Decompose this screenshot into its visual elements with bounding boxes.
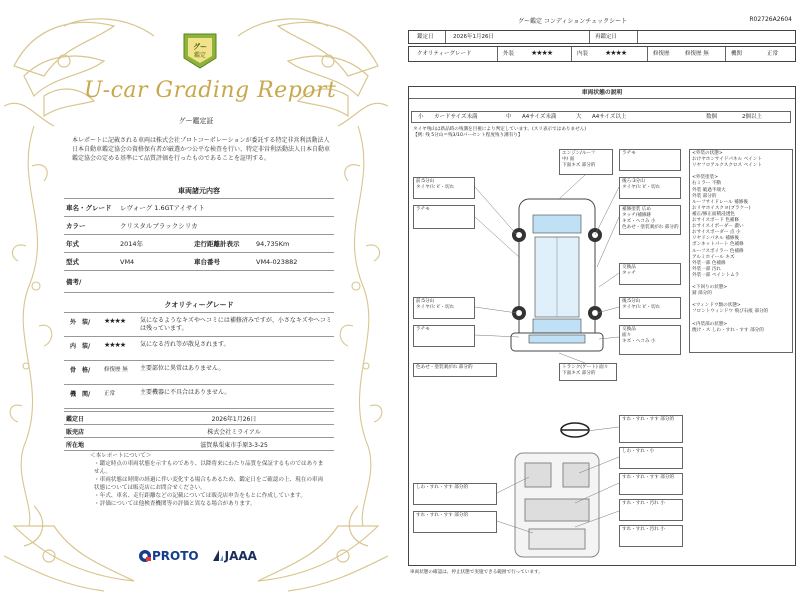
- proto-mark-icon: [138, 549, 152, 563]
- legend-large: 大: [576, 114, 582, 120]
- dealer-label: 販売店: [66, 428, 85, 436]
- frame-label: 骨 格/: [70, 367, 91, 374]
- date-label: 鑑定日: [417, 34, 434, 40]
- interior-label: 内 装/: [70, 343, 91, 350]
- callout-rear-left-tire: 後ろ:3分山 タイヤ/ヒビ・切れ: [619, 177, 681, 199]
- mechanics-value: 正常: [104, 391, 116, 397]
- legend-mid: 中: [506, 114, 512, 120]
- quality-section-title: クオリティーグレード: [164, 301, 234, 309]
- appraisal-date-row: [64, 412, 334, 425]
- grade-row-frame: [64, 361, 334, 385]
- tire-note-2: 【例: 残 5分山＝残3/10パーセント程度残り溝有り】: [413, 133, 523, 138]
- note-item: ・年式、車名、走行距離などの記載については販売店申告をもとに作成しています。: [94, 493, 307, 499]
- legend-count: 数個: [706, 114, 718, 120]
- year-value: 2014年: [120, 240, 144, 248]
- callout-left-door: ラチモ: [413, 205, 475, 229]
- address-row: [64, 438, 334, 451]
- exterior-stars: ★★★★: [104, 317, 126, 325]
- legend-small-desc: カードサイズ未満: [434, 114, 478, 120]
- svg-text:鑑定: 鑑定: [193, 52, 207, 59]
- address-value: 滋賀県栗東市手原3-3-25: [200, 441, 268, 449]
- frame-value: 修復歴 無: [104, 367, 128, 373]
- callout-driver-seat: すれ・すれ・すす 部分的: [619, 415, 683, 443]
- callout-left-floor: すれ・すれ・すす 部分的: [413, 511, 497, 533]
- callout-rear-floor: すれ・すれ・汚れ 小: [619, 525, 683, 547]
- interior-stars: ★★★★: [605, 49, 627, 57]
- steering-wheel-icon: [559, 421, 591, 439]
- mileage-label: 走行距離計表示: [194, 240, 240, 248]
- grade-row-interior: [64, 337, 334, 361]
- exterior-text: 気になるようなキズやヘコミには補修済みですが、小さなキズやヘコミは残っています。: [140, 317, 332, 332]
- model-grade-value: レヴォーグ 1.6GTアイサイト: [120, 204, 205, 212]
- legend-mid-desc: A4サイズ未満: [522, 114, 557, 120]
- note-item: ・鑑定時点の車両状態を示すものであり、以降将来にわたり品質を保証するものではありません。: [94, 461, 324, 475]
- mechanics-text: 主要機器に不具合はありません。: [140, 389, 231, 396]
- report-title: U-car Grading Report: [84, 78, 337, 103]
- spec-table: [64, 198, 334, 293]
- grading-report: [4, 6, 388, 596]
- callout-trunk: トランク(ゲート) 面々 下面キズ 部分的: [559, 363, 617, 381]
- mileage-value: 94,735Km: [256, 239, 290, 248]
- spec-row-year: [64, 235, 334, 253]
- interior-seat-diagram: [505, 449, 609, 561]
- dealer-value: 株式会社ミライアル: [207, 428, 261, 436]
- callout-rear-right-tire: 後:5分山 タイヤ/ヒビ・切れ: [619, 297, 681, 319]
- grade-row-exterior: [64, 313, 334, 337]
- jaaa-mark-icon: [211, 549, 225, 563]
- car-front-view-diagram: [507, 327, 607, 357]
- sheet-footer: 車両状態の確認は、停止状態で実施できる範囲で行っています。: [410, 570, 543, 575]
- quality-grade-table: [64, 312, 334, 409]
- reappraisal-label: 再鑑定日: [595, 34, 618, 40]
- interior-text: 気になる汚れ等が散見されます。: [140, 341, 230, 348]
- callout-rear-seat-right: すれ・すれ・汚れ 小: [619, 499, 683, 521]
- appraisal-date-label: 鑑定日: [66, 415, 85, 423]
- report-subtitle: グー鑑定証: [178, 117, 214, 125]
- proto-logo: [138, 549, 199, 563]
- size-legend: [411, 111, 791, 123]
- spec-section-title: 車両諸元内容: [178, 187, 220, 195]
- spec-row-remarks: [64, 271, 334, 293]
- callout-front-right-tire: 前:5分山 タイヤ/ヒビ・切れ: [413, 297, 475, 319]
- spec-row-model: [64, 199, 334, 217]
- goo-appraisal-badge-icon: [182, 32, 218, 70]
- address-label: 所在地: [66, 441, 85, 449]
- appraisal-date-value: 2026年1月26日: [211, 415, 257, 423]
- grade-row-mechanics: [64, 385, 334, 409]
- dealer-row: [64, 425, 334, 438]
- legend-large-desc: A4サイズ以上: [592, 114, 627, 120]
- vin-value: VM4-023882: [256, 257, 298, 266]
- report-notes: [90, 452, 324, 508]
- model-grade-label: 車名・グレード: [66, 204, 112, 212]
- callout-roof: エンジン/ルーフ 中/ 面 下面キズ 部分的: [559, 149, 613, 175]
- sheet-title: グー鑑定 コンディションチェックシート: [518, 18, 628, 25]
- footer-logos: [138, 546, 288, 566]
- mechanics-label: 機 関/: [70, 391, 91, 398]
- condition-check-sheet: [408, 14, 796, 586]
- interior-stars: ★★★★: [104, 341, 126, 349]
- note-item: ・車両状態は時間の経過に伴い変化する場合もあるため、鑑定日をご確認の上、現在の車両状態については販売店にお問合せください。: [94, 477, 324, 491]
- callout-left-seat: しわ・すれ・すす 部分的: [413, 483, 497, 505]
- callout-right-fender: ラチモ: [413, 325, 475, 347]
- date-row: [408, 30, 796, 44]
- svg-text:グー: グー: [193, 43, 207, 51]
- engine-label: 機関: [731, 51, 743, 57]
- exterior-stars: ★★★★: [531, 49, 553, 57]
- callout-passenger-seat: しわ・すれ・小: [619, 447, 683, 469]
- dealer-info-table: [64, 411, 334, 451]
- condition-panel: [408, 86, 796, 566]
- callout-rear-bumper: 補修塗装 広め タッチ/補修跡 キズ・ヘコみ 小 色あせ・塗装剥がれ 部分的: [619, 205, 681, 235]
- callout-rear-right: ラチモ: [619, 149, 681, 171]
- interior-label: 内装: [577, 51, 589, 57]
- proto-logo-text: PROTO: [152, 549, 199, 563]
- condition-title: 車両状態の説明: [409, 87, 795, 99]
- frame-text: 主要部位に異常はありません。: [140, 365, 225, 372]
- notes-title: ＜本レポートについて＞: [90, 453, 152, 459]
- repair-value: 修復歴 無: [685, 51, 709, 57]
- remarks-label: 備考/: [66, 278, 82, 286]
- legend-small: 小: [418, 114, 424, 120]
- note-item: ・評価については他検査機関等の評価と異なる場合があります。: [94, 501, 256, 507]
- report-intro: 本レポートに記載される車両は株式会社プロトコーポレーションが委託する特定非営利活動法人日本自動車鑑定協会の資格保有者が厳選かつ公平な検査を行い、特定非営利活動法人日本自動車鑑定協会の定める基準にて品質評価を行ったものであることを証明する。: [72, 137, 331, 162]
- legend-count-desc: 2個以上: [742, 114, 762, 120]
- tire-note-1: タイヤ残山は新品時の残溝を目視により判定しています。(スリ表示ではありません): [413, 127, 587, 132]
- left-vine-ornament: [4, 126, 64, 526]
- vin-label: 車台番号: [194, 258, 220, 266]
- quality-row: [408, 46, 796, 62]
- callout-rear-fender: 交換品 面々 キズ・ヘコみ 小: [619, 325, 681, 355]
- type-label: 型式: [66, 258, 79, 266]
- quality-label: クオリティーグレード: [417, 51, 472, 57]
- jaaa-logo-text: JAAA: [224, 549, 257, 563]
- callout-rear-seat-left: すれ・すれ・すす 部分的: [619, 473, 683, 495]
- callout-right-door: 交換品 タッチ: [619, 263, 681, 285]
- spec-row-color: [64, 217, 334, 235]
- engine-value: 正常: [767, 51, 779, 57]
- color-value: クリスタルブラックシリカ: [120, 222, 198, 230]
- date-value: 2026年1月26日: [453, 34, 494, 40]
- callout-bottom-left: 色あせ・塗装剥がれ 部分的: [413, 363, 497, 377]
- repair-label: 修復歴: [653, 51, 670, 57]
- color-label: カラー: [66, 222, 86, 230]
- type-value: VM4: [120, 257, 135, 266]
- jaaa-logo: [211, 549, 257, 563]
- sheet-id: R02726A2604: [749, 16, 792, 23]
- callout-front-left-tire: 前:5分山 タイヤ/ヒビ・切れ: [413, 177, 475, 199]
- spec-row-type: [64, 253, 334, 271]
- year-label: 年式: [66, 240, 79, 248]
- exterior-label: 外装: [503, 51, 515, 57]
- exterior-label: 外 装/: [70, 319, 91, 326]
- side-notes: <外装の状態> おけヤホンサイドパネル ペイント リヤフロアルクスクロス ペイント <外装塗装> 右ミラー 不動 外装 破過半端大 外装 部分的 ルーフサイドレール 補修後 おリヤホイスクヨ(ブラケー) 補正/修正面積浸透色 おサイスボード 色補修 おサイスイボーダー 濃い おサイスボーダー 点 小 リヤドンパネル 補修後 ボンネットパート 色補修 ルーフスボイラー 色補修 アルミホイール キズ 外装一部 色補修 外装一部 汚れ 外装一部 ペイントムラ <下回りの状態> 錆 部分的 <ウィンドウ類の状態> フロントウィンドウ 飛び石痕 部分的 <内装部の状態> 焼け・ス しわ・すれ・すす 部分的: [689, 149, 793, 353]
- right-vine-ornament: [328, 126, 388, 526]
